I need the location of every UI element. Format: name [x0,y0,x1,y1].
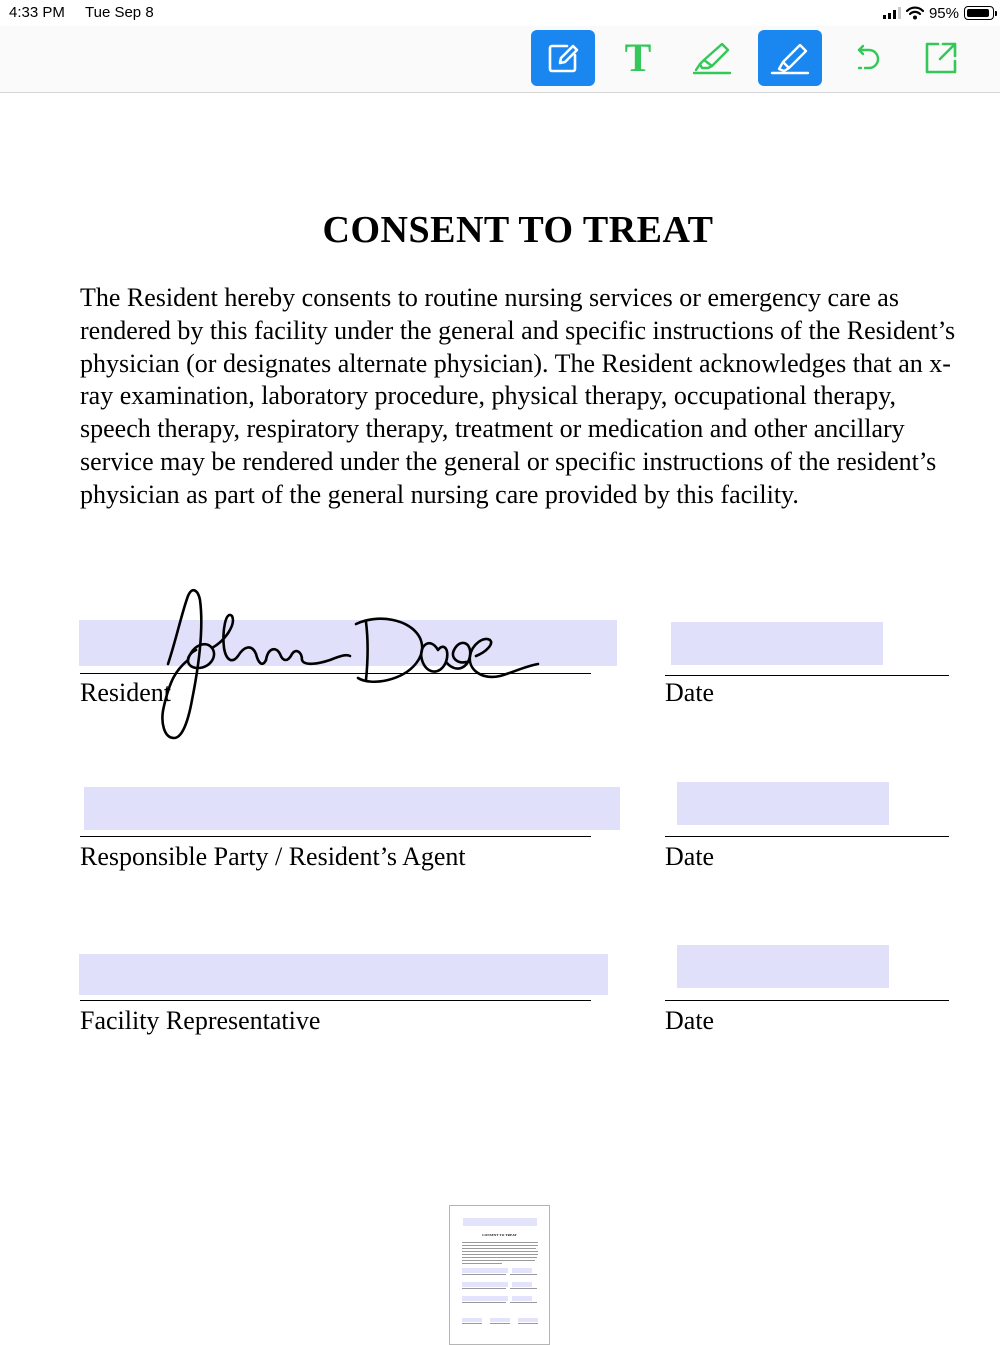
status-bar [0,0,1000,26]
battery-level [967,9,989,17]
text-tool-icon: T [624,35,652,80]
resident-signature-line [80,673,591,674]
status-date: Tue Sep 8 [85,4,154,21]
responsible-party-date-line [665,836,949,837]
battery-icon [964,6,994,20]
facility-representative-signature-field[interactable] [79,954,608,995]
resident-date-field[interactable] [671,622,883,665]
undo-button[interactable] [833,30,897,86]
facility-representative-date-field[interactable] [677,945,889,988]
text-tool-button[interactable] [606,30,670,86]
page-thumbnail[interactable] [449,1205,550,1345]
export-icon [921,38,961,78]
resident-date-label: Date [665,678,715,707]
highlighter-tool-button[interactable] [680,30,744,86]
resident-signature-field[interactable] [79,620,617,666]
facility-representative-date-line [665,1000,949,1001]
undo-icon [845,38,885,78]
facility-representative-date-label: Date [665,1006,715,1035]
battery-percent: 95% [928,4,959,22]
resident-date-line [665,675,949,676]
pen-icon [768,38,812,78]
responsible-party-label: Responsible Party / Resident’s Agent [80,842,466,871]
facility-representative-label: Facility Representative [80,1006,321,1035]
responsible-party-signature-field[interactable] [84,787,620,830]
responsible-party-date-label: Date [665,842,715,871]
facility-representative-signature-line [80,1000,591,1001]
pen-tool-button[interactable] [758,30,822,86]
thumbnail-top-field [463,1218,537,1226]
status-time: 4:33 PM [9,4,65,21]
responsible-party-signature-line [80,836,591,837]
wifi-icon [906,6,924,20]
status-indicators [883,3,994,23]
export-button[interactable] [909,30,973,86]
cellular-signal-icon [883,7,901,19]
document-title: CONSENT TO TREAT [322,209,714,251]
document-body: The Resident hereby consents to routine nursing services or emergency care as rendered by this facility under the general and specific instructions of the Resident’s physician (or designates alternate physician). The Resident acknowledges that an x-ray examination, laboratory procedure, physical therapy, occupational therapy, speech therapy, respiratory therapy, treatment or medication and other ancillary service may be rendered under the general or specific instructions of the resident’s physician as part of the general nursing care provided by this facility. [80,283,956,509]
thumbnail-title: CONSENT TO TREAT [482,1233,517,1237]
edit-tool-button[interactable] [531,30,595,86]
annotation-toolbar [0,26,1000,93]
highlighter-icon [690,38,734,78]
edit-square-icon [543,38,583,78]
responsible-party-date-field[interactable] [677,782,889,825]
resident-label: Resident [80,678,171,707]
